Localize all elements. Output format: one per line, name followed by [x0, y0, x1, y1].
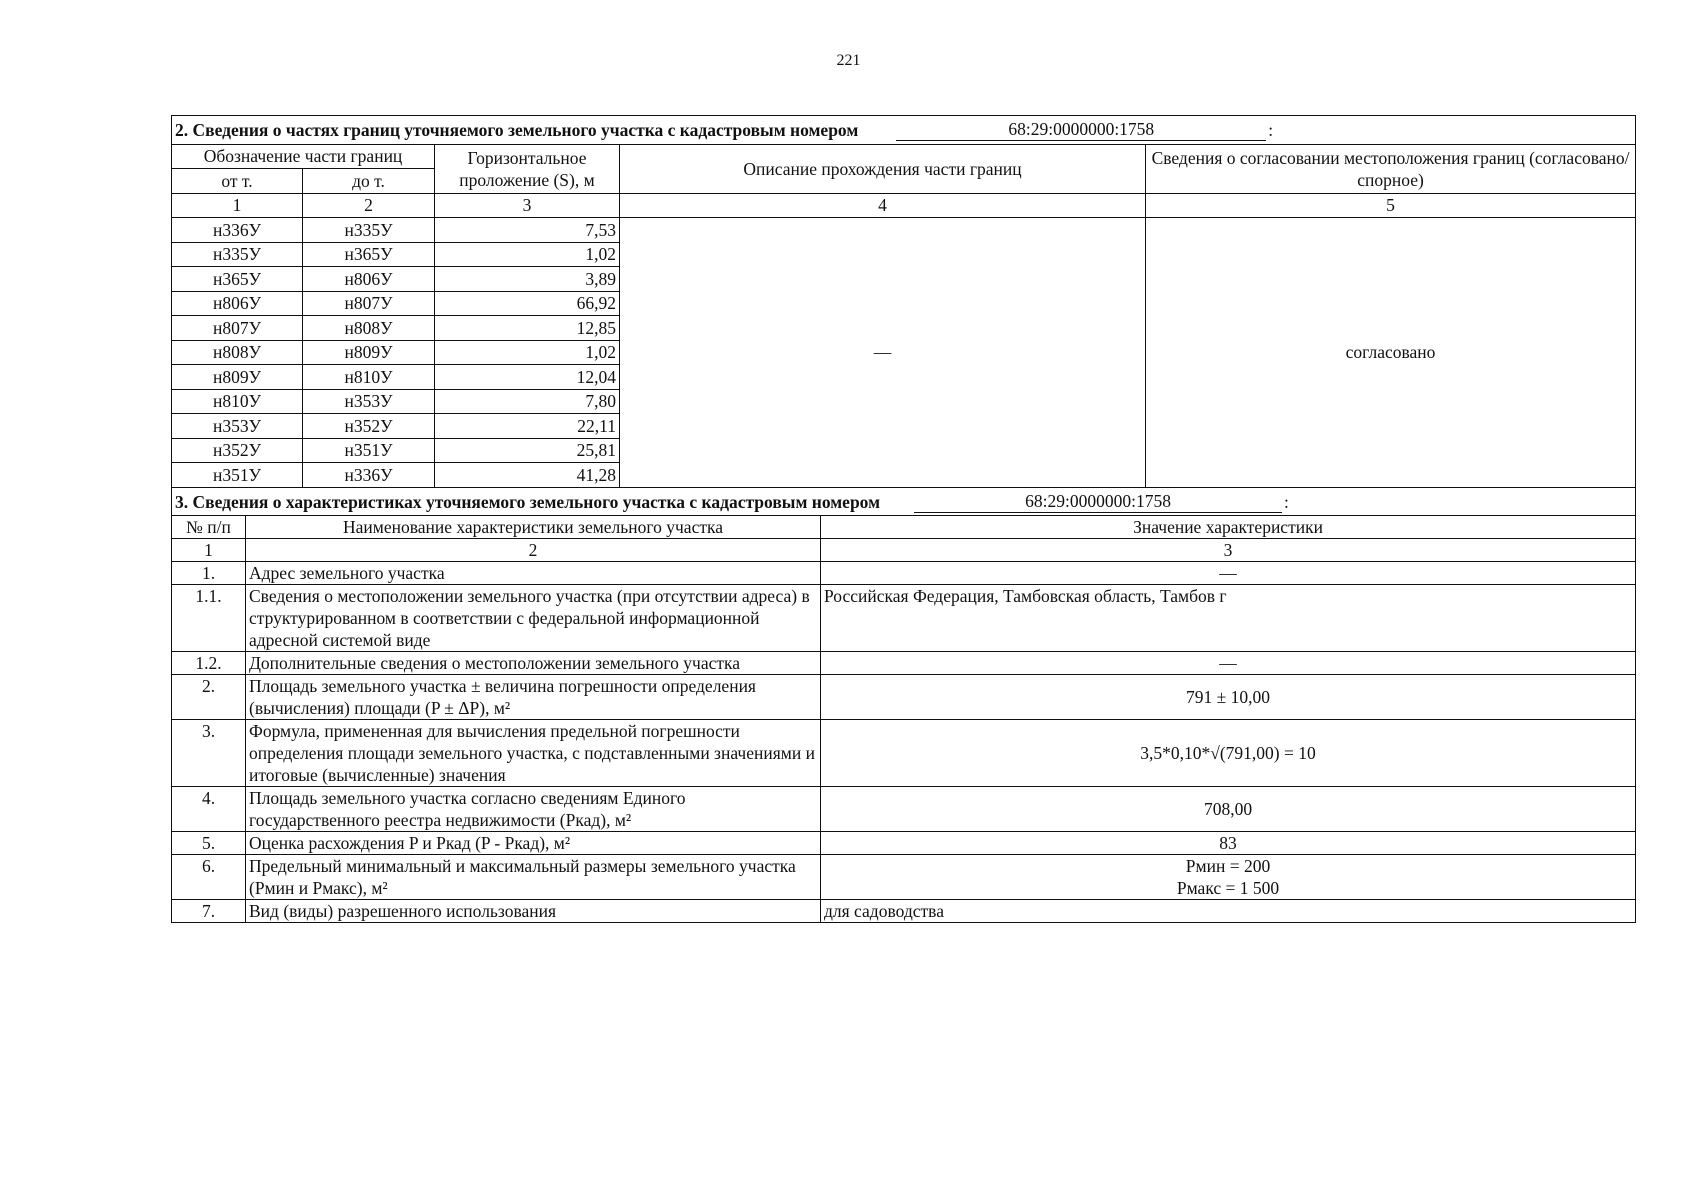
to-point: н806У — [303, 267, 435, 292]
agreement-value: согласовано — [1146, 218, 1636, 488]
to-point: н809У — [303, 340, 435, 365]
to-point: н810У — [303, 365, 435, 390]
characteristic-value: — — [821, 651, 1636, 674]
section3-title: 3. Сведения о характеристиках уточняемого земельного участка с кадастровым номером — [175, 491, 881, 512]
distance: 66,92 — [435, 291, 620, 316]
table-row — [172, 651, 1636, 674]
characteristic-value: 3,5*0,10*√(791,00) = 10 — [821, 719, 1636, 786]
row-number: 2. — [172, 674, 246, 719]
column-number: 2 — [246, 538, 821, 561]
distance: 12,85 — [435, 316, 620, 341]
from-point: н810У — [172, 389, 303, 414]
section3-cadastral-number: 68:29:0000000:1758 — [914, 490, 1282, 513]
section3-title-cell — [172, 488, 1636, 516]
characteristic-name: Сведения о местоположении земельного участка (при отсутствии адреса) в структурированном в соответствии с федеральной информационной адресной системой виде — [246, 584, 821, 651]
from-point: н807У — [172, 316, 303, 341]
table-row — [172, 674, 1636, 719]
characteristic-value: 708,00 — [821, 786, 1636, 831]
table-row — [172, 561, 1636, 584]
from-point: н808У — [172, 340, 303, 365]
section2-title: 2. Сведения о частях границ уточняемого земельного участка с кадастровым номером — [175, 120, 859, 141]
section3-colon: : — [1284, 491, 1289, 512]
document-sheet — [171, 115, 1635, 923]
header-value: Значение характеристики — [821, 515, 1636, 538]
characteristic-name: Оценка расхождения P и Ркад (P - Ркад), м² — [246, 831, 821, 854]
characteristic-value: для садоводства — [821, 899, 1636, 922]
table-row — [172, 584, 1636, 651]
distance: 7,80 — [435, 389, 620, 414]
characteristic-value: Российская Федерация, Тамбовская область, Тамбов г — [821, 584, 1636, 651]
to-point: н353У — [303, 389, 435, 414]
characteristic-value: — — [821, 561, 1636, 584]
characteristic-name: Вид (виды) разрешенного использования — [246, 899, 821, 922]
max-area-value: Рмакс = 1 500 — [1176, 877, 1280, 898]
row-number: 6. — [172, 854, 246, 899]
header-from-point: от т. — [172, 169, 303, 194]
column-number: 4 — [620, 193, 1146, 218]
row-number: 1.1. — [172, 584, 246, 651]
characteristics-table — [171, 488, 1636, 923]
column-number: 1 — [172, 538, 246, 561]
from-point: н335У — [172, 242, 303, 267]
header-to-point: до т. — [303, 169, 435, 194]
table-row — [172, 831, 1636, 854]
distance: 12,04 — [435, 365, 620, 390]
characteristic-name: Адрес земельного участка — [246, 561, 821, 584]
header-horizontal-distance: Горизонтальное проложение (S), м — [435, 144, 620, 193]
to-point: н808У — [303, 316, 435, 341]
distance: 25,81 — [435, 438, 620, 463]
characteristic-value: 83 — [821, 831, 1636, 854]
from-point: н351У — [172, 463, 303, 488]
column-number: 5 — [1146, 193, 1636, 218]
section2-title-cell — [172, 116, 1636, 145]
to-point: н336У — [303, 463, 435, 488]
characteristic-value: 791 ± 10,00 — [821, 674, 1636, 719]
header-name: Наименование характеристики земельного участка — [246, 515, 821, 538]
distance: 3,89 — [435, 267, 620, 292]
to-point: н335У — [303, 218, 435, 243]
from-point: н336У — [172, 218, 303, 243]
distance: 7,53 — [435, 218, 620, 243]
from-point: н353У — [172, 414, 303, 439]
distance: 41,28 — [435, 463, 620, 488]
table-row — [172, 899, 1636, 922]
to-point: н807У — [303, 291, 435, 316]
characteristic-name: Предельный минимальный и максимальный размеры земельного участка (Рмин и Рмакс), м² — [246, 854, 821, 899]
min-area-value: Рмин = 200 — [1185, 855, 1271, 876]
column-number: 3 — [435, 193, 620, 218]
from-point: н809У — [172, 365, 303, 390]
table-row — [172, 854, 1636, 899]
section2-colon: : — [1268, 120, 1274, 141]
header-agreement: Сведения о согласовании местоположения границ (согласовано/спорное) — [1146, 144, 1636, 193]
distance: 1,02 — [435, 242, 620, 267]
header-part-designation: Обозначение части границ — [172, 144, 435, 169]
from-point: н365У — [172, 267, 303, 292]
section2-cadastral-number: 68:29:0000000:1758 — [896, 118, 1266, 141]
characteristic-name: Площадь земельного участка согласно сведениям Единого государственного реестра недвижимости (Ркад), м² — [246, 786, 821, 831]
table-row — [172, 218, 1636, 243]
table-row — [172, 719, 1636, 786]
header-number: № п/п — [172, 515, 246, 538]
from-point: н806У — [172, 291, 303, 316]
to-point: н365У — [303, 242, 435, 267]
characteristic-name: Площадь земельного участка ± величина погрешности определения (вычисления) площади (P ± ΔP), м² — [246, 674, 821, 719]
to-point: н351У — [303, 438, 435, 463]
column-number: 3 — [821, 538, 1636, 561]
characteristic-name: Формула, примененная для вычисления предельной погрешности определения площади земельного участка, с подставленными значениями и итоговые (вычисленные) значения — [246, 719, 821, 786]
row-number: 1.2. — [172, 651, 246, 674]
column-number: 2 — [303, 193, 435, 218]
row-number: 7. — [172, 899, 246, 922]
to-point: н352У — [303, 414, 435, 439]
row-number: 5. — [172, 831, 246, 854]
boundary-parts-table — [171, 115, 1636, 488]
row-number: 1. — [172, 561, 246, 584]
row-number: 3. — [172, 719, 246, 786]
row-number: 4. — [172, 786, 246, 831]
description-value: — — [620, 218, 1146, 488]
distance: 1,02 — [435, 340, 620, 365]
characteristic-value-limits — [821, 854, 1636, 899]
column-number: 1 — [172, 193, 303, 218]
distance: 22,11 — [435, 414, 620, 439]
characteristic-name: Дополнительные сведения о местоположении земельного участка — [246, 651, 821, 674]
header-description: Описание прохождения части границ — [620, 144, 1146, 193]
page-number: 221 — [836, 52, 861, 69]
table-row — [172, 786, 1636, 831]
from-point: н352У — [172, 438, 303, 463]
